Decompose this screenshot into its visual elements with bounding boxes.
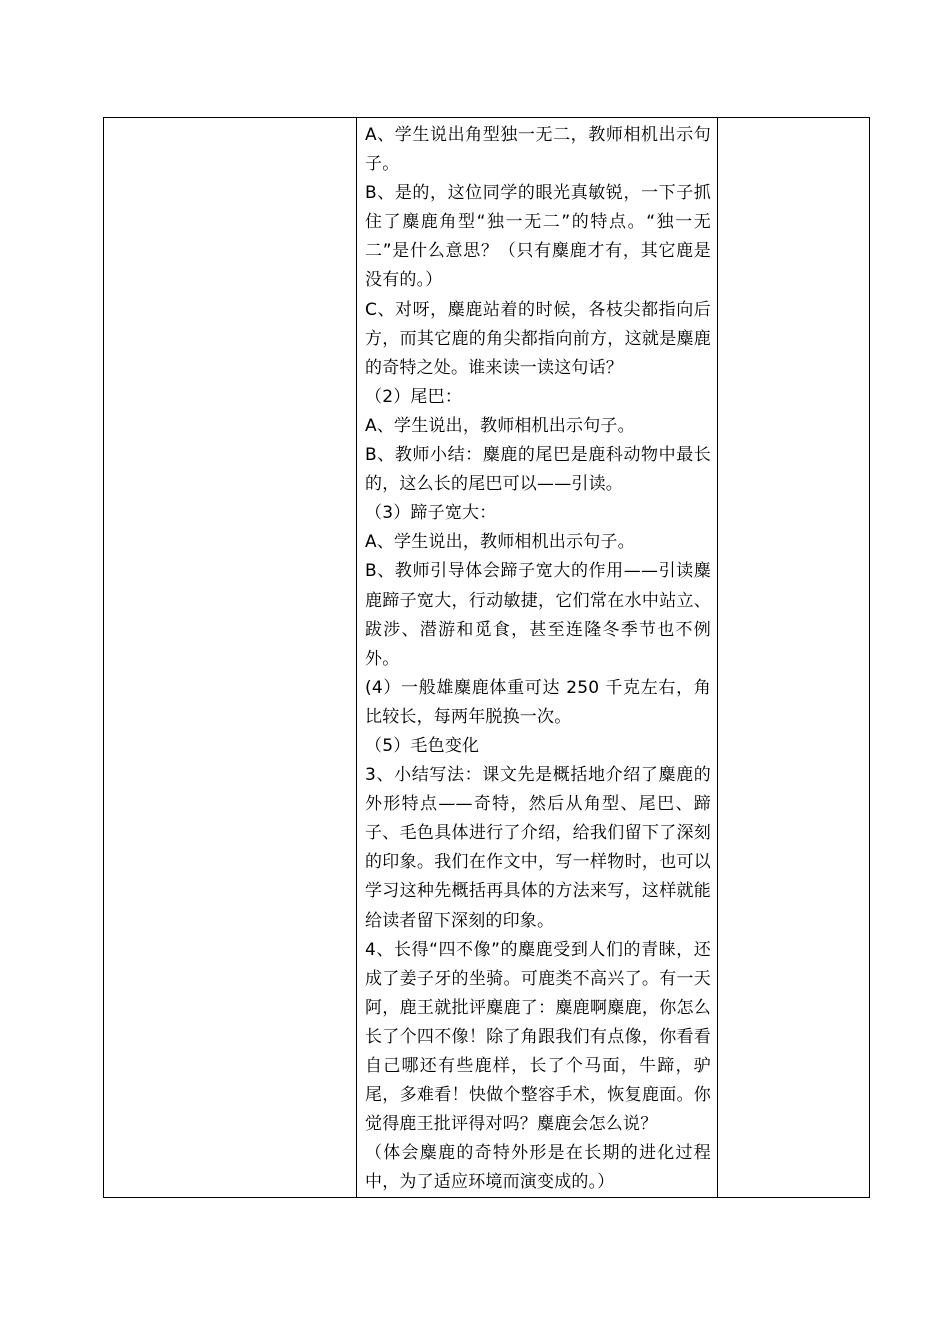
paragraph: （体会麋鹿的奇特外形是在长期的进化过程中，为了适应环境而演变成的。） (365, 1143, 711, 1193)
paragraph: B、是的，这位同学的眼光真敏锐，一下子抓住了麋鹿角型“独一无二”的特点。“独一无二”是什么意思？（只有麋鹿才有，其它鹿是没有的。） (365, 183, 711, 291)
paragraph: A、学生说出角型独一无二，教师相机出示句子。 (365, 125, 711, 175)
paragraph: B、教师小结：麋鹿的尾巴是鹿科动物中最长的，这么长的尾巴可以——引读。 (365, 445, 711, 495)
paragraph: A、学生说出，教师相机出示句子。 (365, 415, 635, 436)
paragraph: 3、小结写法：课文先是概括地介绍了麋鹿的外形特点——奇特，然后从角型、尾巴、蹄子、毛色具体进行了介绍，给我们留下了深刻的印象。我们在作文中，写一样物时，也可以学习这种先概括再具体的方法来写，这样就能给读者留下深刻的印象。 (365, 765, 711, 931)
paragraph: B、教师引导体会蹄子宽大的作用——引读麋鹿蹄子宽大，行动敏捷，它们常在水中站立、跋涉、潜游和觅食，甚至连隆冬季节也不例外。 (365, 561, 711, 669)
paragraph: （2）尾巴： (365, 386, 463, 407)
teaching-process-text (357, 118, 717, 1197)
paragraph: 4、长得“四不像”的麋鹿受到人们的青睐，还成了姜子牙的坐骑。可鹿类不高兴了。有一天阿，鹿王就批评麋鹿了：麋鹿啊麋鹿，你怎么长了个四不像！除了角跟我们有点像，你看看自己哪还有些鹿样，长了个马面，牛蹄，驴尾，多难看！快做个整容手术，恢复鹿面。你觉得鹿王批评得对吗？麋鹿会怎么说？ (365, 939, 711, 1135)
lesson-plan-table (103, 117, 870, 1198)
left-column-cell (104, 118, 357, 1198)
paragraph: （5）毛色变化 (365, 735, 480, 756)
right-column-cell (718, 118, 870, 1198)
paragraph: (4）一般雄麋鹿体重可达 250 千克左右，角比较长，每两年脱换一次。 (365, 677, 711, 727)
paragraph: （3）蹄子宽大： (365, 503, 497, 524)
table-row (104, 118, 870, 1198)
paragraph: C、对呀，麋鹿站着的时候，各枝尖都指向后方，而其它鹿的角尖都指向前方，这就是麋鹿的奇特之处。谁来读一读这句话？ (365, 299, 711, 378)
teaching-process-cell (357, 118, 718, 1198)
paragraph: A、学生说出，教师相机出示句子。 (365, 532, 635, 553)
